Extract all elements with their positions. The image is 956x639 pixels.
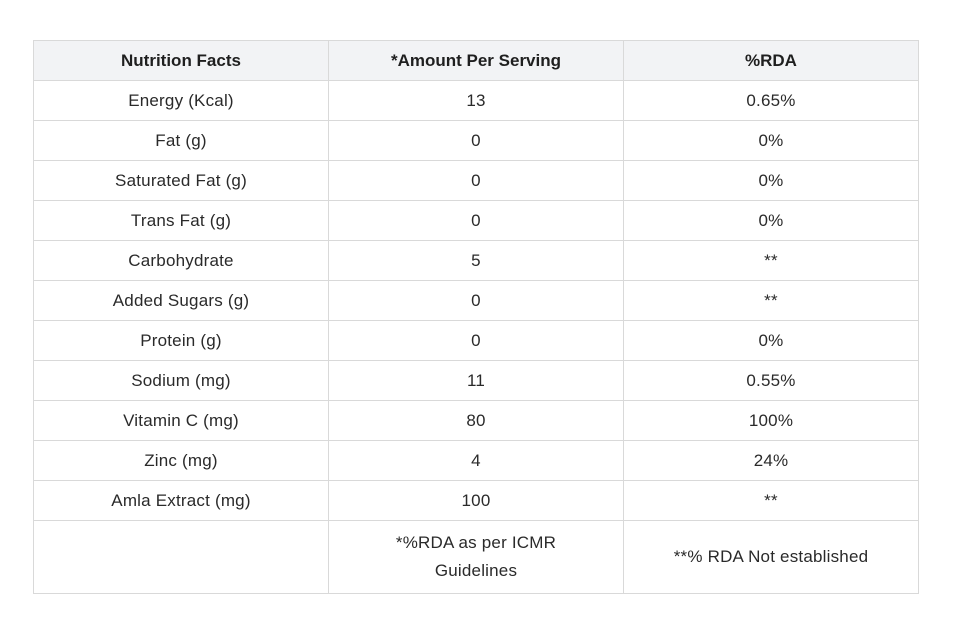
nutrient-name: Trans Fat (g) (34, 201, 329, 241)
table-row (34, 201, 919, 241)
nutrient-amount: 4 (329, 441, 624, 481)
header-amount-per-serving: *Amount Per Serving (329, 41, 624, 81)
nutrient-name: Added Sugars (g) (34, 281, 329, 321)
nutrient-amount: 0 (329, 201, 624, 241)
nutrient-name: Carbohydrate (34, 241, 329, 281)
nutrient-name: Saturated Fat (g) (34, 161, 329, 201)
table-row (34, 441, 919, 481)
table-row (34, 481, 919, 521)
nutrition-facts-table (33, 40, 919, 594)
nutrient-name: Zinc (mg) (34, 441, 329, 481)
nutrient-rda: ** (624, 281, 919, 321)
footer-empty-cell (34, 521, 329, 594)
nutrient-rda: 24% (624, 441, 919, 481)
table-row (34, 241, 919, 281)
nutrient-name: Protein (g) (34, 321, 329, 361)
table-row (34, 281, 919, 321)
nutrient-rda: ** (624, 241, 919, 281)
nutrient-amount: 80 (329, 401, 624, 441)
icmr-note-line-2: Guidelines (434, 561, 518, 580)
nutrient-amount: 0 (329, 281, 624, 321)
nutrient-amount: 100 (329, 481, 624, 521)
table-header-row (34, 41, 919, 81)
nutrient-rda: 0% (624, 161, 919, 201)
table-row (34, 321, 919, 361)
nutrient-name: Fat (g) (34, 121, 329, 161)
icmr-note-line-1: *%RDA as per ICMR (395, 533, 557, 552)
table-footer-row (34, 521, 919, 594)
nutrient-amount: 11 (329, 361, 624, 401)
nutrient-name: Amla Extract (mg) (34, 481, 329, 521)
header-nutrition-facts: Nutrition Facts (34, 41, 329, 81)
nutrient-rda: ** (624, 481, 919, 521)
table-row (34, 81, 919, 121)
table-row (34, 401, 919, 441)
nutrient-rda: 100% (624, 401, 919, 441)
nutrient-amount: 5 (329, 241, 624, 281)
nutrient-name: Vitamin C (mg) (34, 401, 329, 441)
table-row (34, 161, 919, 201)
nutrient-rda: 0% (624, 201, 919, 241)
nutrient-amount: 0 (329, 121, 624, 161)
footer-icmr-note (329, 521, 624, 594)
nutrient-name: Energy (Kcal) (34, 81, 329, 121)
nutrient-rda: 0% (624, 121, 919, 161)
nutrient-amount: 13 (329, 81, 624, 121)
nutrient-name: Sodium (mg) (34, 361, 329, 401)
table-row (34, 361, 919, 401)
nutrient-amount: 0 (329, 321, 624, 361)
nutrient-rda: 0.55% (624, 361, 919, 401)
table-row (34, 121, 919, 161)
nutrient-amount: 0 (329, 161, 624, 201)
nutrient-rda: 0% (624, 321, 919, 361)
footer-rda-not-established: **% RDA Not established (624, 521, 919, 594)
header-rda: %RDA (624, 41, 919, 81)
nutrition-table-container (33, 40, 918, 594)
nutrient-rda: 0.65% (624, 81, 919, 121)
